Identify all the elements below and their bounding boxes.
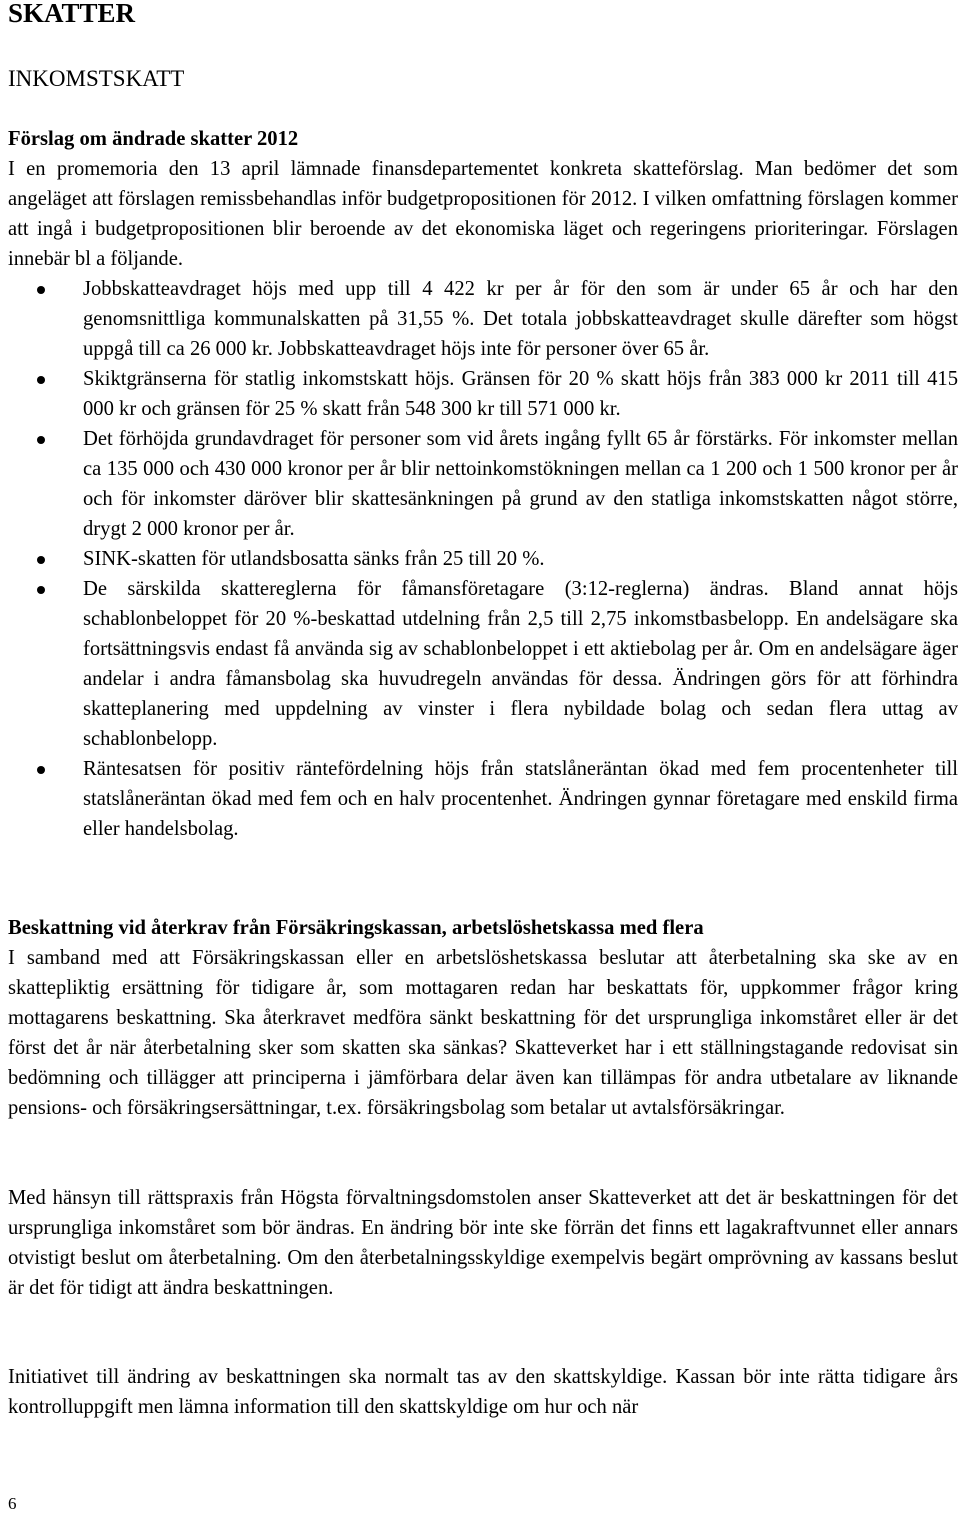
list-item-text: Det förhöjda grundavdraget för personer som vid årets ingång fyllt 65 år förstärks. För inkomster mellan ca 135 000 och 430 000 kronor per år blir nettoinkomstökningen mellan ca 1 200 och 1 500 kronor per år och för inkomster däröver blir skattesänkningen på grund av den statliga inkomstskatten något större, drygt 2 000 kronor per år. <box>83 428 958 540</box>
section-recovery-paragraph-3: Initiativet till ändring av beskattningen ska normalt tas av den skattskyldige. Kassan bör inte rätta tidigare års kontrolluppgift men lämna information till den skattskyldige om hur och när <box>8 1366 958 1418</box>
list-item <box>8 424 958 544</box>
page-subheading: INKOMSTSKATT <box>8 66 185 91</box>
list-item <box>8 544 958 574</box>
list-item <box>8 274 958 364</box>
proposal-list <box>8 274 958 844</box>
bullet-icon <box>37 556 45 564</box>
list-item <box>8 364 958 424</box>
section-recovery-taxation <box>8 913 958 1123</box>
list-item-text: Räntesatsen för positiv räntefördelning höjs från statslåneräntan ökad med fem procentenheter till statslåneräntan ökad med fem och en halv procentenhet. Ändringen gynnar företagare med enskild firma eller handelsbolag. <box>83 758 958 840</box>
bullet-icon <box>37 586 45 594</box>
bullet-icon <box>37 286 45 294</box>
section-recovery-final <box>8 1362 958 1422</box>
section-proposals-intro: I en promemoria den 13 april lämnade finansdepartementet konkreta skatteförslag. Man bedömer det som angeläget att förslagen remissbehandlas inför budgetpropositionen för 2012. I vilken omfattning förslagen kommer att ingå i budgetpropositionen blir beroende av det ekonomiska läget och regeringens prioriteringar. Förslagen innebär bl a följande. <box>8 158 958 270</box>
section-recovery-paragraph-1: I samband med att Försäkringskassan eller en arbetslöshetskassa beslutar att återbetalning ska ske av en skattepliktig ersättning för tidigare år, som mottagaren redan har beskattats för, uppkommer frågor kring mottagarens beskattning. Ska återkravet medföra sänkt beskattning för det ursprungliga inkomståret eller är det först det år när återbetalning sker som skatten ska sänkas? Skatteverket har i ett ställningstagande redovisat sin bedömning och tillägger att principerna i jämförbara delar även kan tillämpas för andra utbetalare av liknande pensions- och försäkringsersättningar, t.ex. försäkringsbolag som betalar ut avtalsförsäkringar. <box>8 947 958 1119</box>
bullet-icon <box>37 376 45 384</box>
list-item <box>8 574 958 754</box>
section-recovery-continued <box>8 1183 958 1303</box>
page-heading: SKATTER <box>8 0 136 28</box>
section-recovery-paragraph-2: Med hänsyn till rättspraxis från Högsta förvaltningsdomstolen anser Skatteverket att det är beskattningen för det ursprungliga inkomståret som bör ändras. En ändring bör inte ske förrän det finns ett lagakraftvunnet eller annars otvistigt beslut om återbetalning. Om den återbetalningsskyldige exempelvis begärt omprövning av kassans beslut är det för tidigt att ändra beskattningen. <box>8 1187 958 1299</box>
section-proposals-title: Förslag om ändrade skatter 2012 <box>8 128 299 150</box>
bullet-icon <box>37 436 45 444</box>
list-item <box>8 754 958 844</box>
list-item-text: Skiktgränserna för statlig inkomstskatt höjs. Gränsen för 20 % skatt höjs från 383 000 kr 2011 till 415 000 kr och gränsen för 25 % skatt från 548 300 kr till 571 000 kr. <box>83 368 958 420</box>
list-item-text: SINK-skatten för utlandsbosatta sänks från 25 till 20 %. <box>83 548 545 570</box>
bullet-icon <box>37 766 45 774</box>
list-item-text: De särskilda skattereglerna för fåmansföretagare (3:12-reglerna) ändras. Bland annat höjs schablonbeloppet för 20 %-beskattad utdelning från 2,5 till 2,75 inkomstbasbelopp. En andelsägare ska fortsättningsvis endast få använda sig av schablonbeloppet i ett aktiebolag per år. Om en andelsägare äger andelar i andra fåmansbolag ska huvudregeln användas för dessa. Ändringen görs för att förhindra skatteplanering med uppdelning av vinster i flera nybildade bolag och sedan flera uttag av schablonbelopp. <box>83 578 958 750</box>
section-recovery-title: Beskattning vid återkrav från Försäkringskassan, arbetslöshetskassa med flera <box>8 917 704 939</box>
section-proposals <box>8 124 958 844</box>
list-item-text: Jobbskatteavdraget höjs med upp till 4 422 kr per år för den som är under 65 år och har den genomsnittliga kommunalskatten på 31,55 %. Det totala jobbskatteavdraget skulle därefter som högst uppgå till ca 26 000 kr. Jobbskatteavdraget höjs inte för personer över 65 år. <box>83 278 958 360</box>
page-number: 6 <box>8 1494 17 1513</box>
